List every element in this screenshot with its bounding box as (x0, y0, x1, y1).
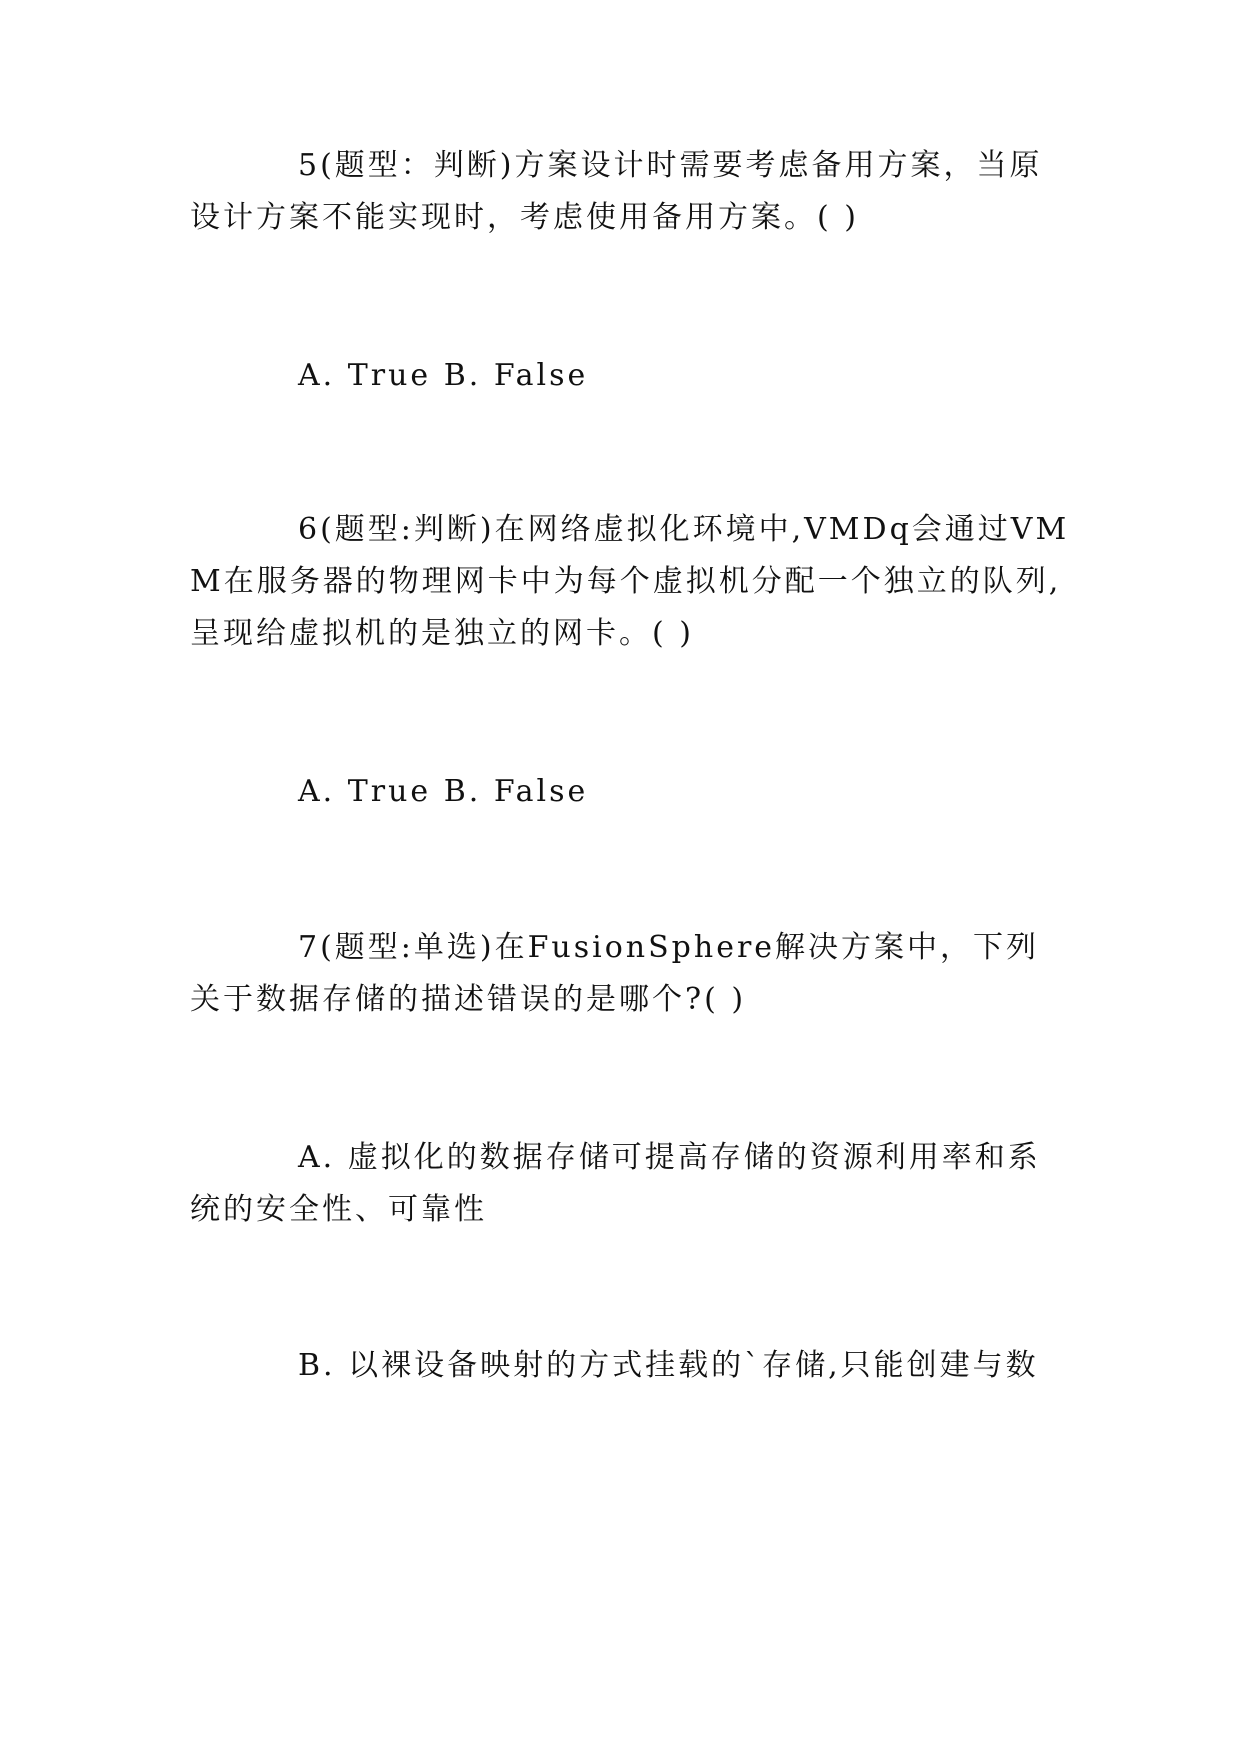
question-7-option-a: A. 虚拟化的数据存储可提高存储的资源利用率和系统的安全性、可靠性 (190, 1140, 1041, 1227)
question-5-stem: 5(题型：判断)方案设计时需要考虑备用方案，当原设计方案不能实现时，考虑使用备用方案。( ) (190, 148, 1043, 235)
question-7-stem: 7(题型:单选)在FusionSphere解决方案中，下列关于数据存储的描述错误的是哪个?( ) (190, 930, 1040, 1017)
question-5-options: A. True B. False (298, 358, 589, 393)
question-6-stem: 6(题型:判断)在网络虚拟化环境中,VMDq会通过VMM在服务器的物理网卡中为每个虚拟机分配一个独立的队列,呈现给虚拟机的是独立的网卡。( ) (190, 512, 1070, 651)
question-6-options: A. True B. False (298, 774, 589, 809)
question-7-option-b: B. 以裸设备映射的方式挂载的`存储,只能创建与数 (298, 1348, 1039, 1383)
